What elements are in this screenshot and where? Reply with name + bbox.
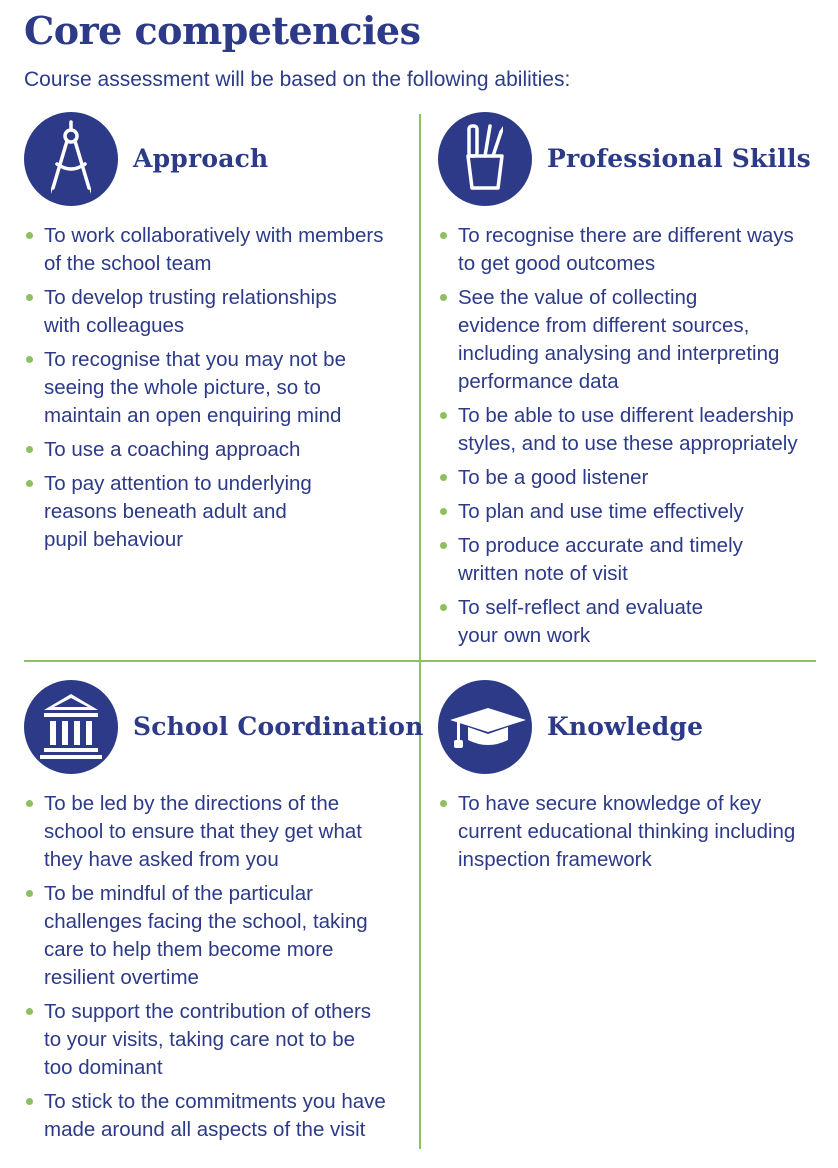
section-approach [24, 112, 414, 560]
list-item: To produce accurate and timely written note of visit [438, 532, 833, 588]
list-item: To be able to use different leadership styles, and to use these appropriately [438, 402, 833, 458]
list-item: To recognise there are different ways to get good outcomes [438, 222, 833, 278]
list-item: See the value of collecting evidence from different sources, including analysing and interpreting performance data [438, 284, 833, 396]
page-title: Core competencies [24, 8, 421, 53]
section-header [24, 112, 414, 206]
pencil-cup-icon [438, 112, 532, 206]
list-item: To be mindful of the particular challenges facing the school, taking care to help them become more resilient overtime [24, 880, 414, 992]
competency-list [438, 222, 833, 650]
list-item: To be led by the directions of the school to ensure that they get what they have asked from you [24, 790, 414, 874]
list-item: To plan and use time effectively [438, 498, 833, 526]
list-item: To develop trusting relationships with colleagues [24, 284, 414, 340]
list-item: To have secure knowledge of key current educational thinking including inspection framework [438, 790, 833, 874]
list-item: To pay attention to underlying reasons beneath adult and pupil behaviour [24, 470, 414, 554]
list-item: To work collaboratively with members of the school team [24, 222, 414, 278]
list-item: To stick to the commitments you have made around all aspects of the visit [24, 1088, 414, 1144]
school-building-icon [24, 680, 118, 774]
section-header [24, 680, 424, 774]
competency-list [24, 222, 414, 554]
list-item: To support the contribution of others to your visits, taking care not to be too dominant [24, 998, 414, 1082]
section-title: Professional Skills [547, 144, 811, 173]
graduation-cap-icon [438, 680, 532, 774]
section-title: Knowledge [547, 712, 704, 741]
list-item: To use a coaching approach [24, 436, 414, 464]
section-school-coordination [24, 680, 424, 1150]
section-header [438, 680, 833, 774]
horizontal-divider [24, 660, 816, 662]
list-item: To recognise that you may not be seeing the whole picture, so to maintain an open enquiring mind [24, 346, 414, 430]
drafting-compass-icon [24, 112, 118, 206]
list-item: To be a good listener [438, 464, 833, 492]
list-item: To self-reflect and evaluate your own work [438, 594, 833, 650]
section-title: School Coordination [133, 712, 424, 741]
competency-list [438, 790, 833, 874]
section-knowledge [438, 680, 833, 880]
section-professional-skills [438, 112, 833, 656]
section-title: Approach [133, 144, 269, 173]
page-subtitle: Course assessment will be based on the following abilities: [24, 68, 571, 91]
vertical-divider [419, 114, 421, 1149]
competency-list [24, 790, 414, 1144]
section-header [438, 112, 833, 206]
